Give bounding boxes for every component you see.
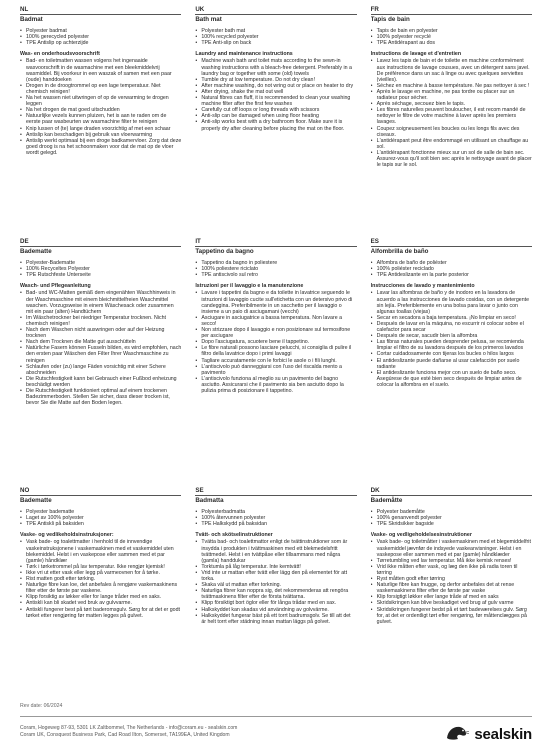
care-heading: Laundry and maintenance instructions (195, 51, 293, 58)
care-heading: Was- en onderhoudsvoorschrift (20, 51, 100, 58)
product-title: Badmat (20, 16, 43, 23)
care-item: • Carefully cut off loops or long threads with scissors (195, 107, 356, 113)
care-item: • Vask bade- og toalettmatter i henhold til de innvendige vaskeinstruksjonene i vaskemaskinen med et vaskemiddel uten blekemiddel. Helst i en vaskepose eller sammen med et par (gamle) håndklær (20, 539, 181, 563)
care-item: • Después de secar, sacudir bien la alfombra (371, 333, 532, 339)
care-heading: Tvätt- och skötselinstruktioner (195, 532, 273, 539)
spec-item: • TPE Antidérapant au dos (371, 40, 532, 46)
care-item: • Las fibras naturales pueden desprender pelusa, se recomienda limpiar el filtro de su lavadora después de los primeros lavados (371, 339, 532, 351)
care-item: • Die Rutschfestigkeit funktioniert optimal auf einem trockenen Badezimmerboden. Stellen Sie sicher, dass dieser trocken ist, bevor Sie die Matte auf den Boden legen. (20, 388, 181, 406)
care-heading: Instructions de lavage et d'entretien (370, 51, 462, 58)
care-item: • Antislip werkt optimaal bij een droge badkamervloer. Zorg dat deze goed droog is na het schoonmaken voor dat de mat op de vloer wordt gelegd. (20, 138, 181, 156)
care-item: • Klipp forsiktig av løkker eller for lange tråder med en saks. (20, 594, 181, 600)
care-item: • Ikke vri ut etter vask eller legg på varmeovnen for å tørke. (20, 570, 181, 576)
care-item: • Halkskyddet kan skadas vid användning av golvvärme. (195, 607, 356, 613)
care-item: • L'antiscivolo può danneggiarsi con l'uso del riscalda mento a pavimento (195, 364, 356, 376)
care-item: • Anti-slip can be damaged when using floor heating (195, 113, 356, 119)
care-item: • Torktumla på låg temperatur. Inte kemtvätt! (195, 564, 356, 570)
spec-item: • Alfombra de baño de poliéster (371, 260, 532, 266)
care-item: • Non strizzare dopo il lavaggio e non posizionare sul termosifone per asciugare (195, 327, 356, 339)
spec-item: • TPE Skridsikker bagside (371, 521, 532, 527)
spec-item: • 100% återvunnen polyester (195, 515, 356, 521)
care-item: • El antideslizante funciona mejor con un suelo de baño seco. Asegúrese de que esté bien seco después de limpiar antes de colocar la alfombra en el suelo. (371, 370, 532, 388)
care-item: • Tvätta bad- och toalettmattor enligt de tvättinstruktioner som är insydda i produkten i tvättmaskinen med ett blekmedelsfritt tvättmedel. Helst i en tvättpåse eller tillsammans med några (gamla) handdukar (195, 539, 356, 563)
spec-item: • Polyester-Badematte (20, 260, 181, 266)
section-se (195, 487, 356, 702)
spec-list (20, 509, 181, 527)
care-item: • Antislip kan beschadigen bij gebruik van vloerwarming (20, 132, 181, 138)
language-code: DK (370, 487, 380, 494)
care-item: • Coupez soigneusement les boucles ou les longs fils avec des ciseaux. (371, 126, 532, 138)
spec-item: • TPE Antislip op achterzijde (20, 40, 181, 46)
spec-item: • Polyester badematte (20, 509, 181, 515)
address-line-uk: Coram UK, Consquest Business Park, Cad Road Ilton, Somerset, TA199EA, United Kingdom (20, 732, 230, 738)
language-code: ES (370, 238, 379, 245)
care-item: • Anti-slip works best with a dry bathroom floor. Make sure it is properly dry after cleaning before placing the mat on the floor. (195, 119, 356, 131)
spec-item: • Polyester bath mat (195, 28, 356, 34)
section-no (20, 487, 181, 702)
care-item: • Vrid inte ur mattan efter tvätt eller lägg den på elementet för att torka. (195, 570, 356, 582)
spec-list (371, 28, 532, 46)
care-item: • Im Wäschetrockner bei niedriger Temperatur trocknen. Nicht chemisch reinigen! (20, 315, 181, 327)
care-item: • Vask bade- og toiletmåtter i vaskemaskinen med et blegemiddelfrit vaskemiddel jævnfør de indsyede vaskeanvisninger. Helst i en vaskepose eller sammen med et par (gamle) håndklæder (371, 539, 532, 557)
divider (195, 246, 356, 247)
care-item: • Après séchage, secouez bien le tapis. (371, 101, 532, 107)
section-uk (195, 6, 356, 238)
product-title: Bademåtte (370, 497, 403, 504)
spec-item: • 100% poliéster reciclado (371, 266, 532, 272)
care-item: • Naturliga fibrer kan noppra sig, det rekommenderas att rengöra tvättmaskinens filter efter de första tvättarna. (195, 588, 356, 600)
spec-item: • Tapis de bain en polyester (371, 28, 532, 34)
spec-item: • Polyester bademåtte (371, 509, 532, 515)
care-item: • Natuurlijke vezels kunnen pluizen, het is aan te raden om de eerste paar wasbeurten uw wasmachine filter te reinigen (20, 113, 181, 125)
care-item: • Nach dem Waschen nicht auswringen oder auf der Heizung trocknen (20, 327, 181, 339)
care-item: • Natural fibres can fluff, it is recommended to clean your washing machine filter after the first few washes (195, 95, 356, 107)
care-item: • Après le lavage en machine, ne pas tordre ou placer sur un radiateur pour sécher. (371, 89, 532, 101)
care-item: • Antiskli kan bli skadet ved bruk av gulvvarme. (20, 600, 181, 606)
care-item: • Ryst måtten godt efter tørring (371, 576, 532, 582)
spec-list (195, 509, 356, 527)
care-item: • Schlaufen oder (zu) lange Fäden vorsichtig mit einer Schere abschneiden (20, 364, 181, 376)
product-title: Tappetino da bagno (195, 248, 254, 255)
spec-item: • 100% recycled polyester (195, 34, 356, 40)
care-item: • Nach dem Trocknen die Matte gut ausschütteln (20, 339, 181, 345)
care-item: • Séchez en machine à basse température. Ne pas nettoyer à sec ! (371, 83, 532, 89)
language-code: DE (20, 238, 29, 245)
care-item: • After drying, shake the mat out well (195, 89, 356, 95)
language-code: UK (195, 6, 205, 13)
care-item: • Vrid ikke måtten efter vask, og læg den ikke på radia toren til tørring (371, 564, 532, 576)
spec-item: • TPE antiscivolo sul retro (195, 272, 356, 278)
spec-item: • 100% polyester recyclé (371, 34, 532, 40)
seal-logo-icon (444, 721, 470, 748)
care-item: • Skridsikringen kan blive beskadiget ved brug af gulv varme (371, 600, 532, 606)
care-item: • Bad- und WC-Matten gemäß dem eingenähten Waschhinweis in der Waschmaschine mit einem bleichmittelfreien Waschmittel waschen. Vorzugsweise in einem Wäschesack oder zusammen mit ein paar (alten) Handtüchern (20, 290, 181, 314)
care-list (20, 58, 181, 156)
care-item: • Bad- en toiletmatten wassen volgens het ingenaaide wasvoorschrift in de wasmachine met een bleekmiddelvrij wasmiddel. Bij voorkeur in een waszak of samen met een paar (oude) handdoeken (20, 58, 181, 82)
care-heading: Vaske- og vedligeholdelsesinstruktioner (370, 532, 472, 539)
section-dk (371, 487, 532, 702)
care-item: • Skridsikringen fungerer bedst på et tørt badeværelses gulv. Sørg for, at det er ordentligt tørt efter rengøring, før måttenclægges på gulvet. (371, 607, 532, 625)
spec-list (195, 260, 356, 278)
spec-list (20, 260, 181, 278)
product-title: Bath mat (195, 16, 222, 23)
care-item: • Skaka väl ut mattan efter torkning. (195, 582, 356, 588)
care-item: • Natürliche Fasern können Fusseln bilden, es wird empfohlen, nach den ersten paar Wäschen den Filter Ihrer Waschmaschine zu reinigen (20, 345, 181, 363)
care-heading: Vaske- og vedlikeholdsinstruksjoner: (20, 532, 114, 539)
care-item: • Antiskli fungerer best på tørt baderomsgulv. Sørg for at det er godt tørket etter rengjøring før matten legges på gulvet. (20, 607, 181, 619)
care-item: • Asciugare in asciugatrice a bassa temperatura. Non lavare a secco! (195, 315, 356, 327)
spec-list (371, 260, 532, 278)
spec-item: • Polyesterbadmatta (195, 509, 356, 515)
divider (195, 14, 356, 15)
spec-item: • TPE Anti-slip on back (195, 40, 356, 46)
spec-list (195, 28, 356, 46)
spec-item: • TPE Rutschfeste Unterseite (20, 272, 181, 278)
care-item: • Na het drogen de mat goed uitschudden (20, 107, 181, 113)
care-item: • Lavare i tappetini da bagno e da toilette in lavatrice seguendo le istruzioni di lavaggio cucite sull'etichetta con un detersivo privo di candeggina. Preferibilmente in un sacchetto per il lavaggio o insieme a un paio di asciugamani (vecchi) (195, 290, 356, 314)
logo-wordmark: sealskin (474, 726, 532, 743)
care-item: • Dopo l'asciugatura, scuotere bene il tappetino. (195, 339, 356, 345)
spec-item: • 100% gerecycled polyester (20, 34, 181, 40)
care-list (20, 290, 181, 406)
care-item: • Después de lavar en la máquina, no escurrir ni colocar sobre el calefactor para secar (371, 321, 532, 333)
care-item: • Lavez les tapis de bain et de toilette en machine conformément aux instructions de lavage cousues, avec un détergent sans javel. De préférence dans un sac à linge ou avec quelques serviettes (vieilles). (371, 58, 532, 82)
care-item: • Cortar cuidadosamente con tijeras los bucles o hilos largos (371, 351, 532, 357)
language-code: SE (195, 487, 204, 494)
care-list (195, 58, 356, 131)
spec-list (371, 509, 532, 527)
care-item: • Drogen in de droogtrommel op een lage temperatuur. Niet chemisch reinigen! (20, 83, 181, 95)
divider (371, 246, 532, 247)
care-item: • Tagliare accuratamente con le forbici le asole o i fili lunghi. (195, 358, 356, 364)
spec-item: • Tappetino da bagno in poliestere (195, 260, 356, 266)
address-line-nl: Coram, Hogeweg 87-93, 5301 LK Zaltbommel, The Netherlands - info@coram.eu - sealskin.com (20, 725, 238, 731)
product-title: Badematte (20, 248, 52, 255)
language-code: NO (20, 487, 30, 494)
care-item: • After machine washing, do not wring out or place on heater to dry (195, 83, 356, 89)
section-es (371, 238, 532, 487)
care-item: • Knip lussen of (te) lange draden voorzichtig af met een schaar (20, 126, 181, 132)
product-title: Alfombrilla de baño (370, 248, 429, 255)
care-item: • Les fibres naturelles peuvent bouloucher, il est recom mandé de nettoyer le filtre de votre machine à laver après les premiers lavages. (371, 107, 532, 125)
care-heading: Instrucciones de lavado y mantenimiento (370, 283, 475, 290)
care-item: • Le fibre naturali possono lasciare pelucchi, si consiglia di pulire il filtro della lavatrice dopo i primi lavaggi (195, 345, 356, 357)
care-list (371, 58, 532, 168)
company-address (20, 725, 237, 739)
section-it (195, 238, 356, 487)
care-item: • Naturlige fibre kan fnugge, og derfor anbefales det at rense vaskemaskinens filter efter de første par vaske (371, 582, 532, 594)
care-item: • Lavar las alfombras de baño y de inodoro en la lavadora de acuerdo a las instrucciones de lavado cosidas, con un detergente sin lejía. Preferiblemente en una bolsa para lavar o junto con algunas toallas (viejas) (371, 290, 532, 314)
footer-divider (20, 716, 532, 717)
care-item: • L'antiscivolo funziona al meglio su un pavimento del bagno asciutto. Assicurarsi che il pavimento sia ben asciutto dopo la pulizia prima di posizionare il tappetino. (195, 376, 356, 394)
care-item: • Klip forsigtigt løkker eller lange tråde af med en saks (371, 594, 532, 600)
divider (20, 495, 181, 496)
section-fr (371, 6, 532, 238)
care-list (195, 539, 356, 624)
care-item: • Machine wash bath and toilet mats according to the sewn-in washing instructions with a bleach-free detergent. Preferably in a laundry bag or together with some (old) towels (195, 58, 356, 76)
language-code: FR (370, 6, 379, 13)
sealskin-logo (444, 721, 532, 748)
care-list (371, 290, 532, 388)
spec-item: • Laget av 100% polyester (20, 515, 181, 521)
care-item: • L'antidérapant peut être endommagé en utilisant un chauffage au sol. (371, 138, 532, 150)
care-item: • Klipp försiktigt bort öglor eller för långa trådar med en sax. (195, 600, 356, 606)
spec-item: • Polyester badmat (20, 28, 181, 34)
spec-item: • 100% Recyceltes Polyester (20, 266, 181, 272)
care-item: • Tørretumbling ved lav temperatur. Må ikke kemisk renses! (371, 558, 532, 564)
care-item: • Rist matten godt etter tørking. (20, 576, 181, 582)
care-item: • Die Rutschfestigkeit kann bei Gebrauch einer Fußbod enheizung beschädigt werden (20, 376, 181, 388)
care-item: • Na het wassen niet uitwringen of op de verwarming te drogen leggen (20, 95, 181, 107)
revision-date: Rev date: 06/2024 (20, 703, 63, 709)
spec-item: • TPE Antiskli på baksiden (20, 521, 181, 527)
divider (371, 495, 532, 496)
spec-item: • 100% poliestere riciclato (195, 266, 356, 272)
divider (371, 14, 532, 15)
section-de (20, 238, 181, 487)
care-list (371, 539, 532, 624)
spec-list (20, 28, 181, 46)
care-item: • Halkskyddet fungerar bäst på ett torrt badrumsgolv. Se till att det är helt torrt efter städning innan mattan läggs på golvet. (195, 613, 356, 625)
spec-item: • 100% genanvendt polyester (371, 515, 532, 521)
care-list (195, 290, 356, 394)
product-title: Tapis de bain (370, 16, 410, 23)
care-list (20, 539, 181, 618)
product-title: Badmatta (195, 497, 224, 504)
divider (195, 495, 356, 496)
section-nl (20, 6, 181, 238)
language-code: IT (195, 238, 201, 245)
divider (20, 246, 181, 247)
care-item: • Tumble dry at low temperature. Do not dry clean! (195, 77, 356, 83)
spec-item: • TPE Halkskydd på baksidan (195, 521, 356, 527)
care-item: • Naturlige fibre kan loe, det anbefales å rengjøre vaskemaskinens filter etter de første par vaskene. (20, 582, 181, 594)
care-item: • L'antidérapant fonctionne mieux sur un sol de salle de bain sec. Assurez-vous qu'il soit bien sec après le nettoyage avant de placer le tapis sur le sol. (371, 150, 532, 168)
care-heading: Istruzioni per il lavaggio e la manutenzione (195, 283, 304, 290)
care-heading: Wasch- und Pflegeanleitung (20, 283, 91, 290)
care-item: • Secar en secadora a baja temperatura. ¡No limpiar en seco! (371, 315, 532, 321)
spec-item: • TPE Antideslizante en la parte posterior (371, 272, 532, 278)
language-grid (20, 6, 532, 702)
care-item: • El antideslizante puede dañarse al usar calefacción por suelo radiante (371, 358, 532, 370)
product-title: Badematte (20, 497, 52, 504)
care-item: • Tørk i tørketrommel på lav temperatur. Ikke rengjør kjemisk! (20, 564, 181, 570)
divider (20, 14, 181, 15)
language-code: NL (20, 6, 29, 13)
